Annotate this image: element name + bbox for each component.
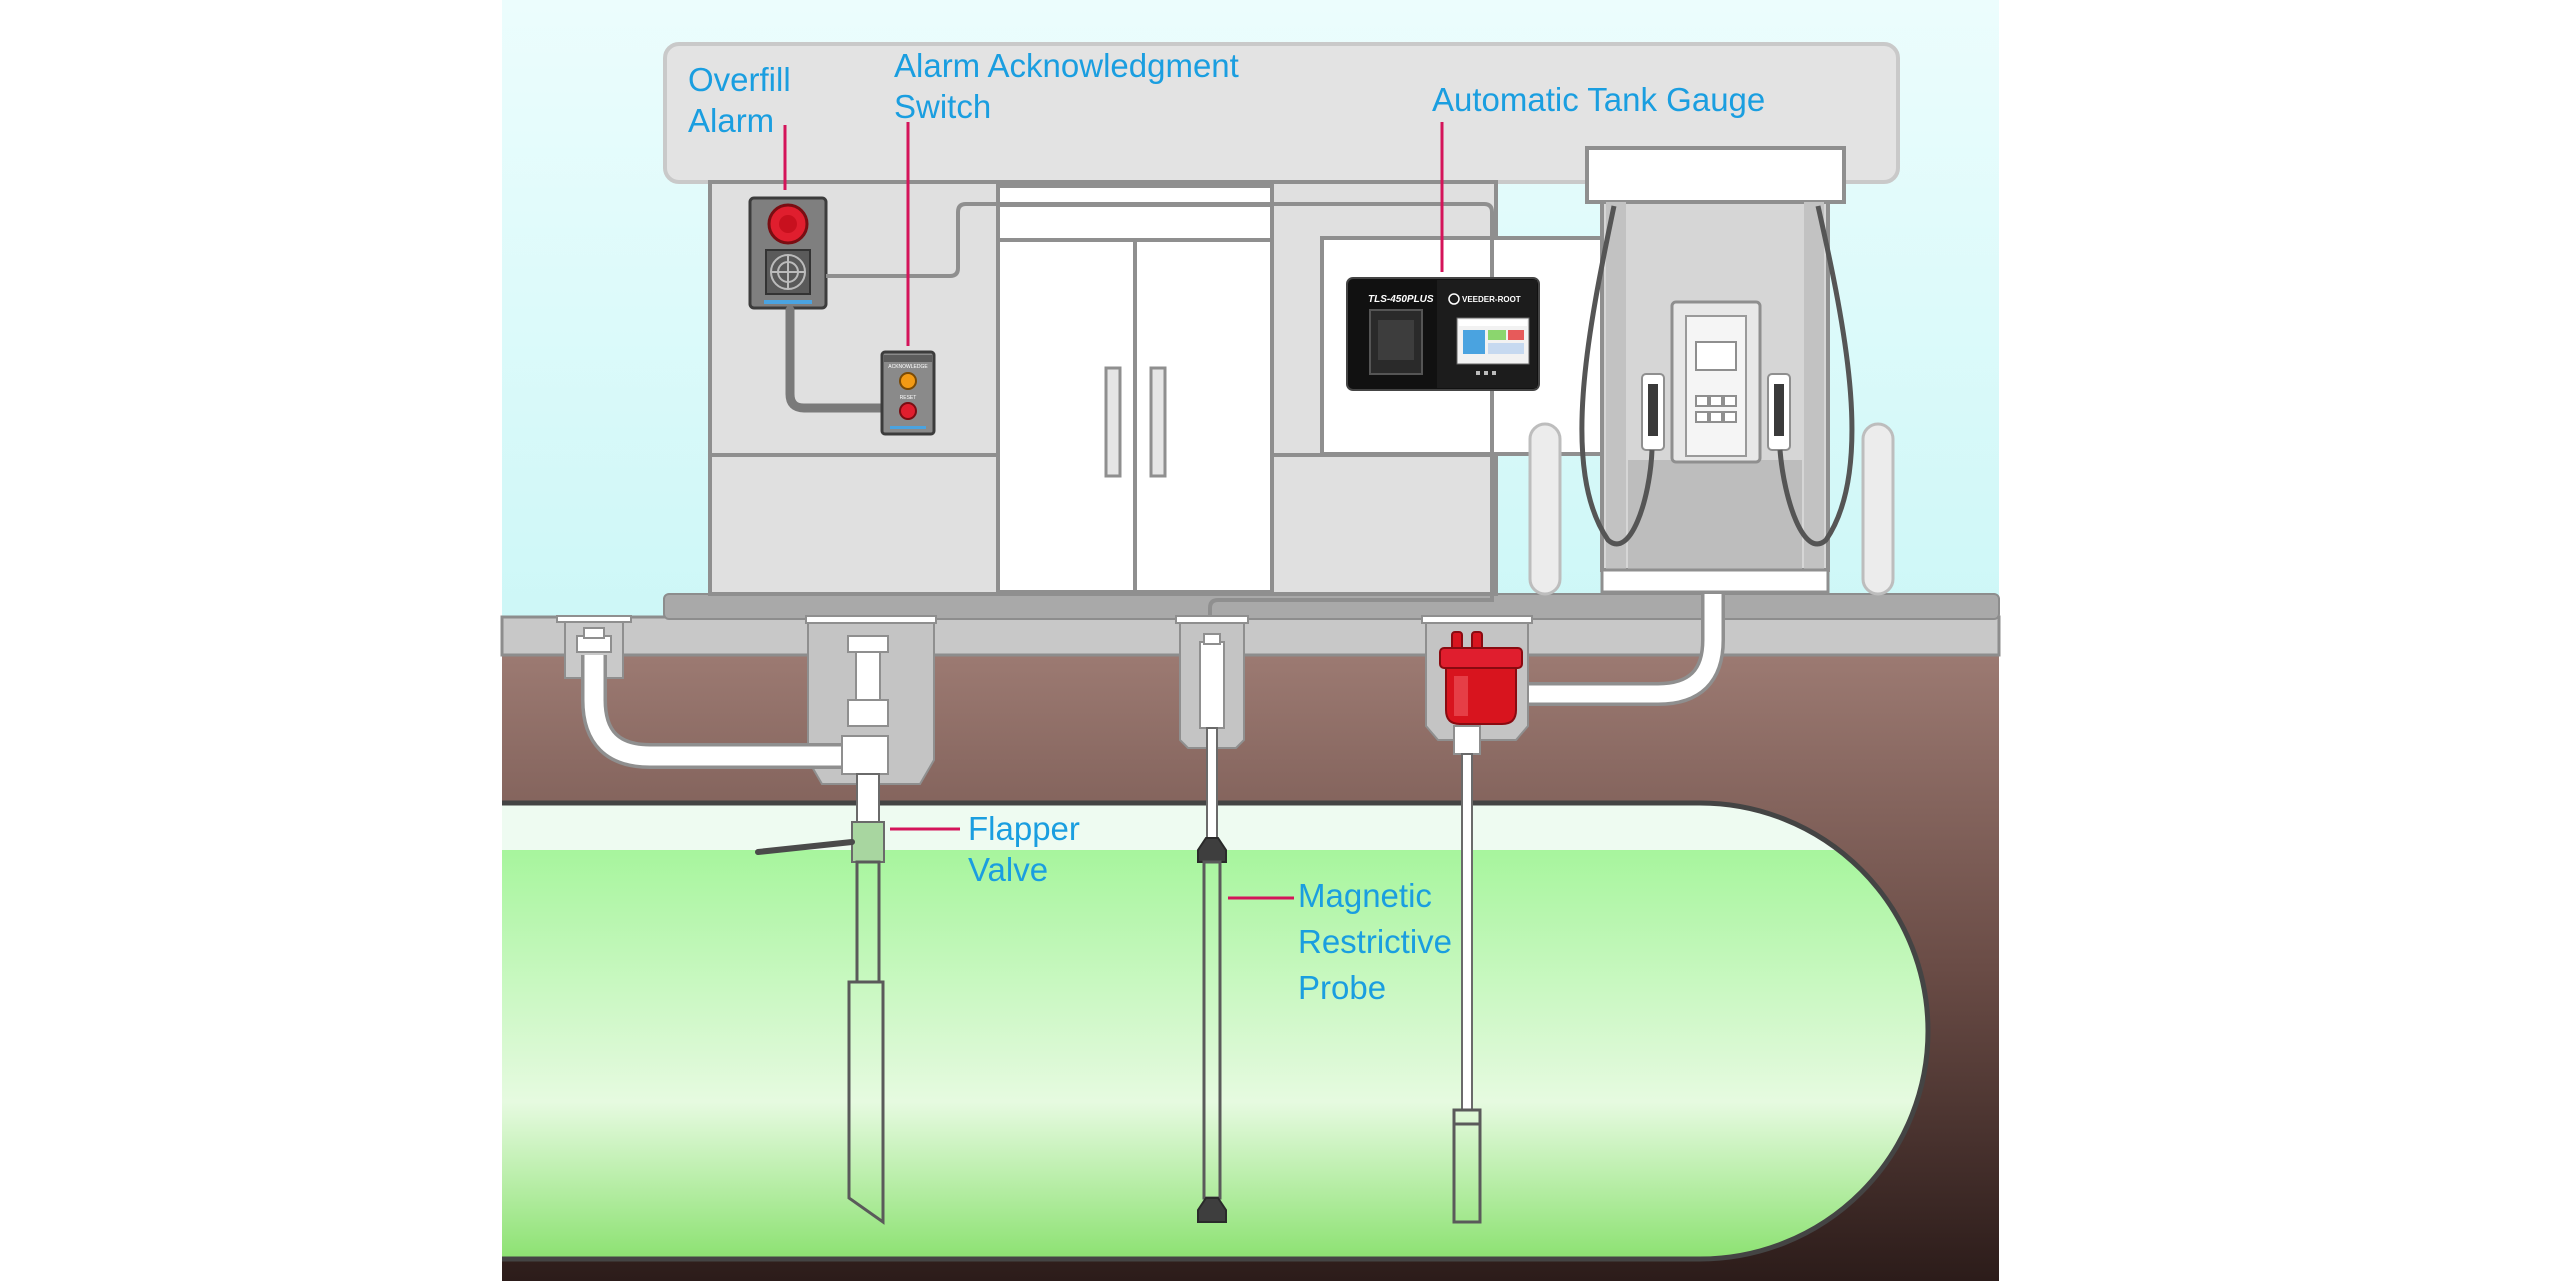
atg-brand-text: VEEDER-ROOT bbox=[1462, 295, 1521, 304]
probe-label-line-2: Restrictive bbox=[1298, 923, 1453, 960]
atg-model-text: TLS-450PLUS bbox=[1368, 294, 1434, 305]
alarm-ack-switch-label-line-2: Switch bbox=[894, 88, 992, 125]
atg-label bbox=[1432, 79, 1765, 120]
switch-reset-text: RESET bbox=[899, 395, 917, 401]
flapper-valve-label-line-2: Valve bbox=[968, 851, 1049, 888]
probe-label-line-3: Probe bbox=[1298, 969, 1387, 1006]
ground-slab bbox=[502, 617, 1999, 655]
atg-label-line-1: Automatic Tank Gauge bbox=[1432, 81, 1766, 118]
alarm-ack-switch-label bbox=[894, 45, 1239, 127]
overfill-alarm-label-line-2: Alarm bbox=[688, 102, 775, 139]
atg-console bbox=[1347, 278, 1539, 390]
probe-label bbox=[1298, 873, 1452, 1011]
switch-top-text: ACKNOWLEDGE bbox=[888, 364, 928, 370]
overfill-alarm-label-line-1: Overfill bbox=[688, 61, 791, 98]
alarm-ack-switch-device bbox=[882, 352, 934, 434]
overfill-alarm-label bbox=[688, 59, 791, 141]
flapper-valve-label-line-1: Flapper bbox=[968, 810, 1080, 847]
probe-label-line-1: Magnetic bbox=[1298, 877, 1432, 914]
overfill-alarm-device bbox=[750, 198, 826, 308]
alarm-ack-switch-label-line-1: Alarm Acknowledgment bbox=[894, 47, 1239, 84]
flapper-valve-label bbox=[968, 808, 1080, 890]
storage-tank bbox=[502, 803, 1942, 1270]
